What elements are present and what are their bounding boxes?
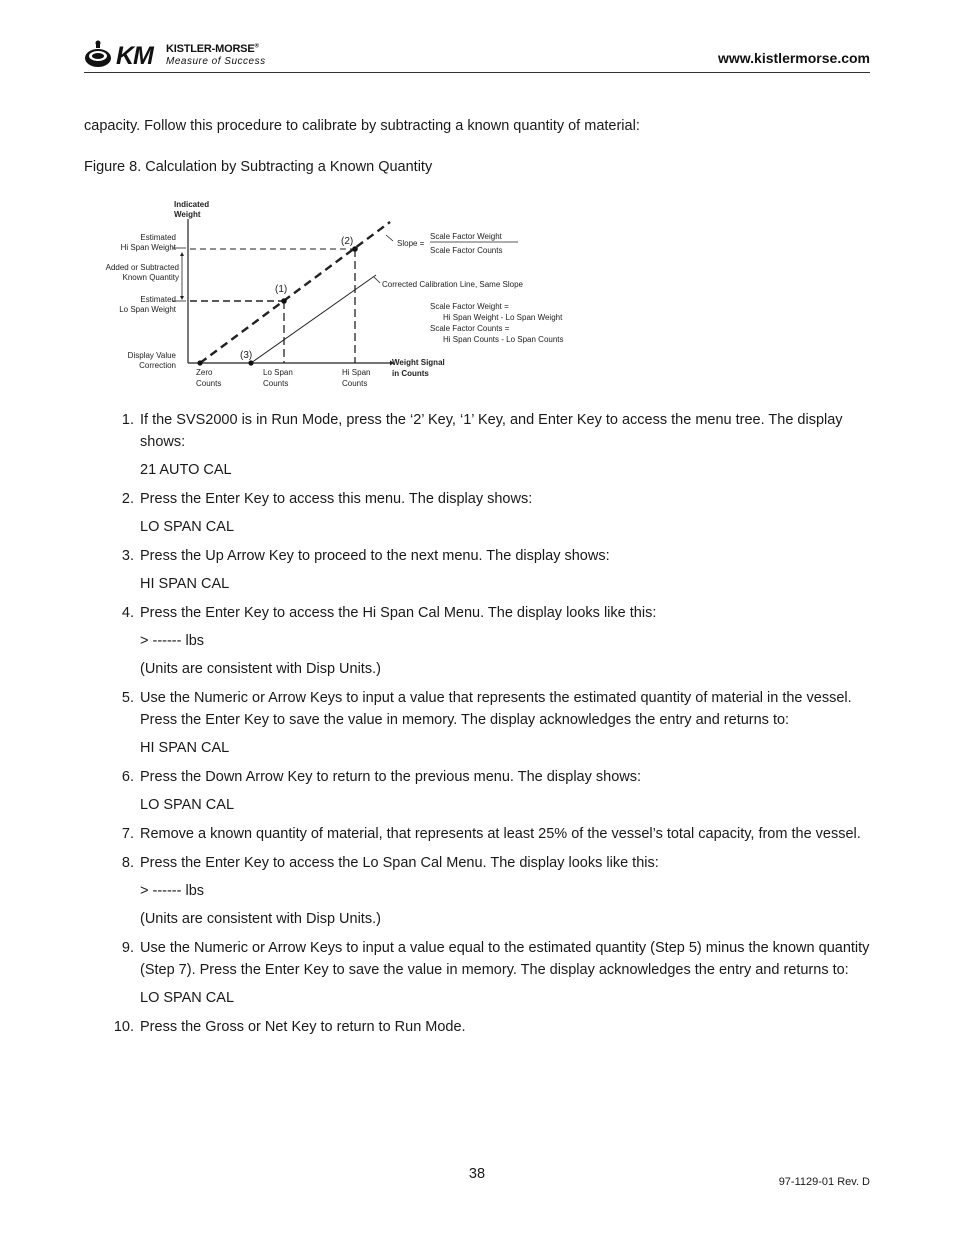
svg-text:in Counts: in Counts [392,369,429,378]
calibration-figure [88,195,588,395]
logo-tagline: Measure of Success [166,56,266,67]
svg-text:Hi Span Weight: Hi Span Weight [120,243,176,252]
svg-text:Slope =: Slope = [397,239,425,248]
logo-mark: KM [116,42,153,70]
procedure-step: 5. Use the Numeric or Arrow Keys to input a value that represents the estimated quantity of material in the vessel. Press the Enter Key to save the value in memory. The display acknowledges the entry and returns to: HI SPAN CAL [121,690,852,756]
procedure-step: 8. Press the Enter Key to access the Lo Span Cal Menu. The display looks like this: > ------ lbs (Units are consistent with Disp Units.) [121,855,659,927]
procedure-step: 3. Press the Up Arrow Key to proceed to the next menu. The display shows: HI SPAN CAL [121,548,610,592]
procedure-step: 9. Use the Numeric or Arrow Keys to input a value equal to the estimated quantity (Step 5) minus the known quantity (Step 7). Press the Enter Key to save the value in memory. The display acknowledges the entry and returns to: LO SPAN CAL [121,940,870,1006]
svg-text:Zero: Zero [196,368,213,377]
intro-paragraph: capacity. Follow this procedure to calibrate by subtracting a known quantity of material: [84,118,640,134]
svg-text:Lo Span Weight: Lo Span Weight [119,305,176,314]
scale-logo-icon [84,40,114,70]
svg-text:Estimated: Estimated [140,295,176,304]
svg-text:Counts: Counts [342,379,368,388]
procedure-step: 7. Remove a known quantity of material, that represents at least 25% of the vessel’s total capacity, from the vessel. [121,826,861,842]
website-url[interactable]: www.kistlermorse.com [718,50,870,66]
svg-text:Weight: Weight [174,210,201,219]
procedure-step: 1. If the SVS2000 is in Run Mode, press the ‘2’ Key, ‘1’ Key, and Enter Key to access the menu tree. The display shows: 21 AUTO CAL [121,412,843,478]
procedure-step: 4. Press the Enter Key to access the Hi Span Cal Menu. The display looks like this: > ------ lbs (Units are consistent with Disp Units.) [121,605,657,677]
svg-text:Scale Factor Weight: Scale Factor Weight [430,232,502,241]
svg-text:Scale Factor Weight =: Scale Factor Weight = [430,302,509,311]
svg-text:Lo Span: Lo Span [263,368,293,377]
corrected-calibration-line [251,275,376,363]
svg-text:Weight Signal: Weight Signal [392,358,445,367]
dashed-calibration-line [200,222,390,363]
procedure-step: 2. Press the Enter Key to access this menu. The display shows: LO SPAN CAL [121,491,533,535]
page-header [84,38,870,73]
svg-text:Hi Span Counts - Lo Span Count: Hi Span Counts - Lo Span Counts [443,335,564,344]
svg-text:Display Value: Display Value [127,351,176,360]
procedure-step: 6. Press the Down Arrow Key to return to the previous menu. The display shows: LO SPAN CAL [121,769,642,813]
procedure-steps [108,409,873,1038]
document-number: 97-1129-01 Rev. D [778,1176,870,1188]
point-1-marker [281,298,287,304]
svg-text:Added or Subtracted: Added or Subtracted [105,263,179,272]
point-2-marker [352,246,358,252]
svg-text:Counts: Counts [263,379,289,388]
page-number: 38 [468,1166,486,1182]
svg-text:Scale Factor Counts =: Scale Factor Counts = [430,324,510,333]
procedure-step: 10. Press the Gross or Net Key to return to Run Mode. [113,1019,466,1035]
kistler-morse-logo [84,38,284,72]
svg-text:Known Quantity: Known Quantity [122,273,179,282]
svg-text:Scale Factor Counts: Scale Factor Counts [430,246,503,255]
svg-text:(1): (1) [275,284,288,295]
svg-text:Counts: Counts [196,379,222,388]
svg-text:Hi Span: Hi Span [342,368,371,377]
svg-text:Corrected Calibration Line, Sa: Corrected Calibration Line, Same Slope [382,280,523,289]
svg-text:(2): (2) [341,236,354,247]
svg-text:Indicated: Indicated [174,200,210,209]
svg-text:Hi Span Weight - Lo Span Weigh: Hi Span Weight - Lo Span Weight [443,313,563,322]
svg-text:(3): (3) [240,350,253,361]
svg-text:Estimated: Estimated [140,233,176,242]
point-3-marker [248,360,253,365]
svg-text:Correction: Correction [139,361,176,370]
point-zero-marker [197,360,202,365]
figure-title: Figure 8. Calculation by Subtracting a Known Quantity [84,159,433,175]
logo-brand: KISTLER-MORSE® [166,43,259,55]
